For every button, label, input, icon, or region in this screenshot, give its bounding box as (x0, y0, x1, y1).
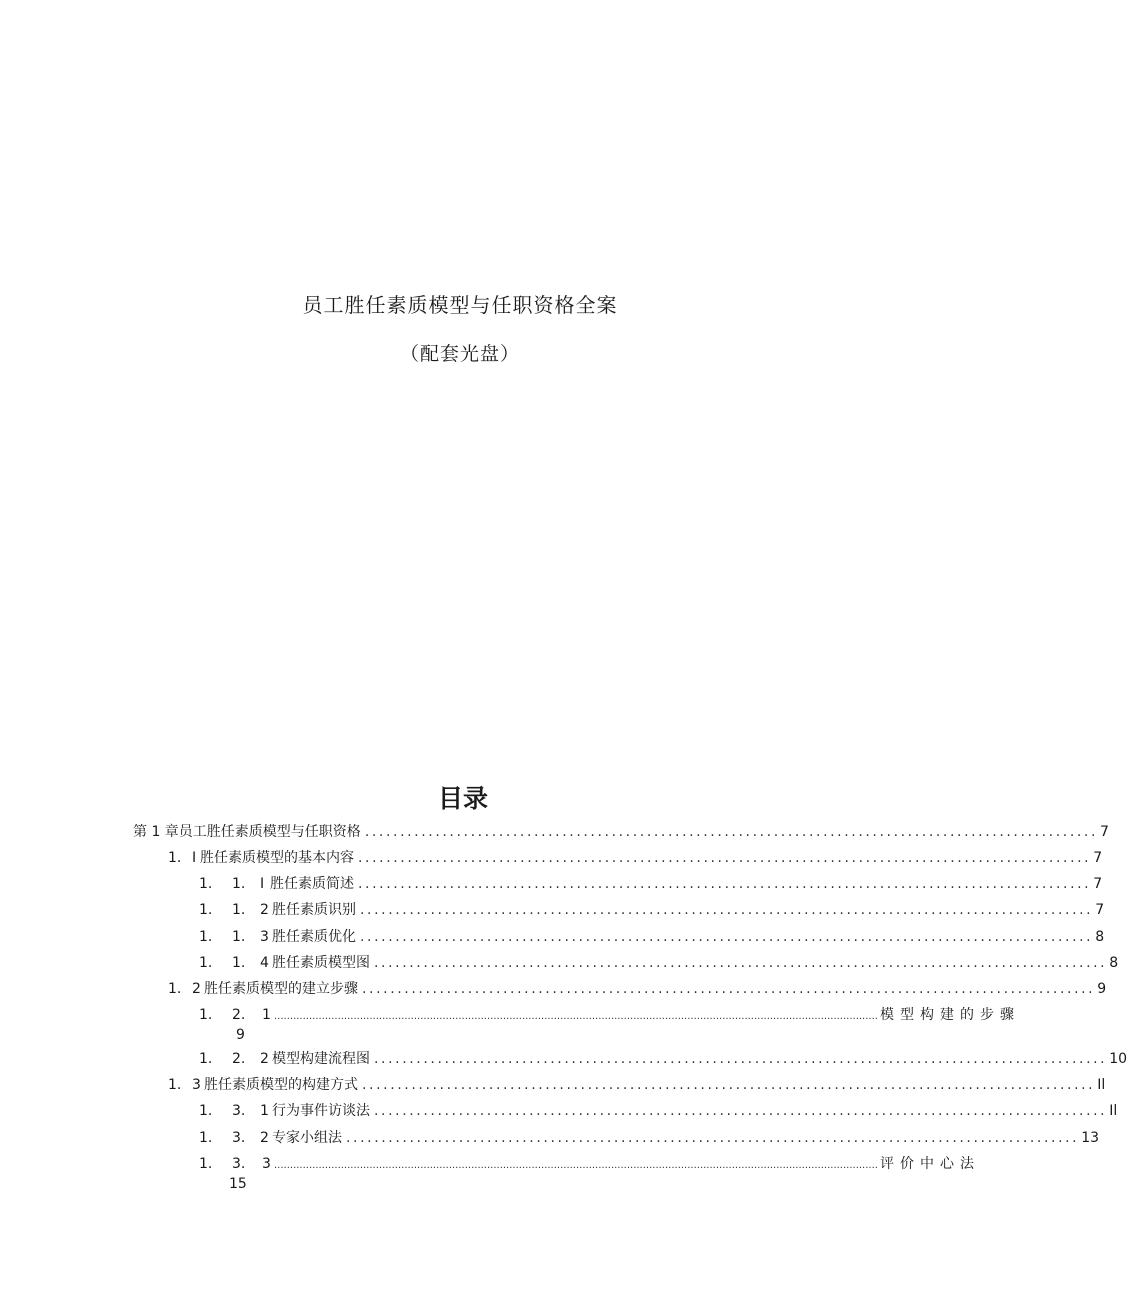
toc-entry[interactable] (199, 900, 1105, 920)
toc-entry-text: 胜任素质优化 (272, 929, 356, 945)
toc-entry-text: 模型构建的步骤 (879, 1007, 1020, 1023)
toc-leader: .............................................................................................................................................................................................. (274, 1011, 878, 1022)
toc-entry[interactable] (199, 874, 1103, 894)
toc-page-number: 13 (1081, 1130, 1100, 1146)
toc-leader: ........................................................................................................ (374, 1103, 1108, 1119)
toc-entry-number: 1. 3. 1 (199, 1103, 269, 1119)
toc-entry-text: 模型构建流程图 (272, 1051, 370, 1067)
toc-entry-number: 1. 2. 1 (199, 1007, 271, 1023)
toc-entry[interactable] (199, 953, 1119, 973)
toc-entry[interactable] (199, 1005, 1020, 1025)
toc-page-number: 9 (1097, 981, 1107, 997)
toc-entry-number: 1. 2. 2 (199, 1051, 269, 1067)
toc-entry-text: 评价中心法 (879, 1156, 980, 1172)
toc-entry[interactable] (199, 1101, 1118, 1121)
toc-entry-number: 1. 1. 4 (199, 955, 269, 971)
toc-entry[interactable] (133, 822, 1109, 842)
document-subtitle: （配套光盘） (399, 343, 520, 365)
toc-page-number: 7 (1100, 824, 1109, 840)
toc-entry-number: 1. 1. 3 (199, 929, 269, 945)
toc-entry-number: 1. 3 (168, 1077, 201, 1093)
toc-entry-text: 胜任素质识别 (272, 902, 356, 918)
toc-leader: ........................................................................................................ (374, 955, 1108, 971)
toc-page-number: 9 (236, 1027, 245, 1043)
toc-entry[interactable] (168, 1075, 1106, 1095)
toc-entry-number: 1. 2 (168, 981, 201, 997)
toc-entry[interactable] (199, 927, 1105, 947)
toc-entry-number: 1. 1. I (199, 876, 265, 892)
toc-page-number: 8 (1095, 929, 1105, 945)
toc-entry[interactable] (168, 979, 1107, 999)
toc-entry-text: 胜任素质模型的构建方式 (204, 1077, 358, 1093)
toc-page-number: Il (1097, 1077, 1106, 1093)
toc-leader: ........................................................................................................ (346, 1130, 1080, 1146)
toc-entry-text: 胜任素质简述 (270, 876, 354, 892)
toc-entry-text: 第 1 章员工胜任素质模型与任职资格 (133, 824, 361, 840)
toc-entry-text: 行为事件访谈法 (272, 1103, 370, 1119)
toc-leader: ........................................................................................................ (374, 1051, 1108, 1067)
toc-page-number: 10 (1109, 1051, 1127, 1067)
toc-page-number: 7 (1093, 850, 1103, 866)
toc-entry[interactable] (199, 1049, 1127, 1069)
toc-leader: ........................................................................................................ (360, 929, 1094, 945)
toc-entry-number: 1. I (168, 850, 197, 866)
toc-page-number: 7 (1093, 876, 1103, 892)
toc-leader: ........................................................................................................ (364, 824, 1099, 840)
toc-page-number: 15 (229, 1176, 247, 1192)
toc-entry-text: 胜任素质模型的建立步骤 (204, 981, 358, 997)
toc-page-number: 7 (1095, 902, 1105, 918)
toc-leader: ........................................................................................................ (362, 1077, 1096, 1093)
toc-entry[interactable] (199, 1154, 980, 1174)
toc-leader: .............................................................................................................................................................................................. (274, 1160, 878, 1171)
toc-entry-text: 胜任素质模型图 (272, 955, 370, 971)
toc-entry[interactable] (199, 1128, 1100, 1148)
toc-entry-number: 1. 3. 3 (199, 1156, 271, 1172)
toc-leader: ........................................................................................................ (358, 850, 1092, 866)
toc-entry-text: 胜任素质模型的基本内容 (200, 850, 354, 866)
toc-page-number: 8 (1109, 955, 1119, 971)
toc-leader: ........................................................................................................ (362, 981, 1096, 997)
toc-leader: ........................................................................................................ (358, 876, 1092, 892)
toc-leader: ........................................................................................................ (360, 902, 1094, 918)
toc-page-number: Il (1109, 1103, 1118, 1119)
toc-entry[interactable] (168, 848, 1103, 868)
document-title: 员工胜任素质模型与任职资格全案 (302, 293, 618, 317)
toc-heading: 目录 (437, 784, 488, 813)
toc-entry-text: 专家小组法 (272, 1130, 342, 1146)
toc-entry-number: 1. 1. 2 (199, 902, 269, 918)
toc-entry-number: 1. 3. 2 (199, 1130, 269, 1146)
